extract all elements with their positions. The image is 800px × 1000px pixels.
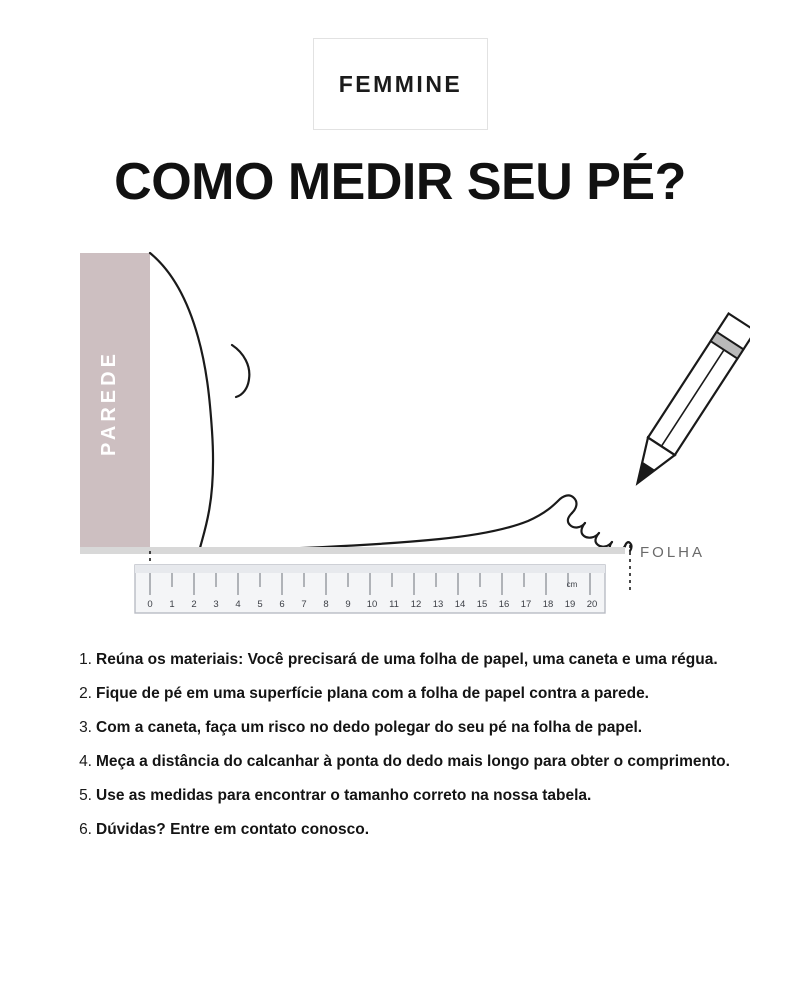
svg-text:0: 0: [147, 599, 153, 610]
list-item: [72, 786, 732, 807]
step-number: 2.: [79, 684, 92, 702]
list-item: [72, 718, 732, 739]
step-text: Use as medidas para encontrar o tamanho correto na nossa tabela.: [96, 786, 592, 804]
svg-text:10: 10: [366, 599, 378, 610]
svg-text:2: 2: [191, 599, 197, 610]
svg-text:15: 15: [476, 599, 488, 610]
step-number: 6.: [79, 820, 92, 838]
svg-text:4: 4: [235, 599, 241, 610]
ruler: [135, 565, 605, 613]
step-number: 5.: [79, 786, 92, 804]
step-text: Com a caneta, faça um risco no dedo polegar do seu pé na folha de papel.: [96, 718, 643, 736]
svg-text:12: 12: [410, 599, 422, 610]
step-number: 3.: [79, 718, 92, 736]
pencil-icon: [624, 313, 750, 491]
list-item: [72, 752, 732, 773]
foot-outline: [150, 253, 632, 552]
svg-text:5: 5: [257, 599, 263, 610]
svg-text:19: 19: [564, 599, 576, 610]
svg-text:PAREDE: PAREDE: [98, 350, 120, 456]
svg-text:8: 8: [323, 599, 329, 610]
svg-text:3: 3: [213, 599, 219, 610]
sheet-line: [80, 544, 705, 561]
svg-text:6: 6: [279, 599, 285, 610]
svg-text:20: 20: [586, 599, 598, 610]
svg-text:16: 16: [498, 599, 510, 610]
step-text: Fique de pé em uma superfície plana com a folha de papel contra a parede.: [96, 684, 649, 702]
step-text: Meça a distância do calcanhar à ponta do dedo mais longo para obter o comprimento.: [96, 752, 730, 770]
instruction-list: [72, 650, 732, 854]
page-title: COMO MEDIR SEU PÉ?: [114, 153, 686, 211]
step-text: Reúna os materiais: Você precisará de uma folha de papel, uma caneta e uma régua.: [96, 651, 718, 668]
svg-text:7: 7: [301, 599, 307, 610]
svg-text:17: 17: [520, 599, 532, 610]
step-number: 4.: [79, 752, 92, 770]
svg-text:cm: cm: [566, 580, 578, 589]
svg-text:1: 1: [169, 599, 175, 610]
brand-logo-box: [313, 38, 488, 130]
svg-text:FOLHA: FOLHA: [640, 544, 706, 561]
list-item: [72, 820, 732, 841]
svg-text:14: 14: [454, 599, 466, 610]
svg-text:9: 9: [345, 599, 351, 610]
svg-text:13: 13: [432, 599, 444, 610]
step-text: Dúvidas? Entre em contato conosco.: [96, 820, 370, 838]
wall-block: [80, 253, 150, 553]
list-item: [72, 684, 732, 705]
list-item: [72, 650, 732, 671]
foot-measure-illustration: [60, 245, 750, 625]
svg-text:18: 18: [542, 599, 554, 610]
brand-name: FEMMINE: [338, 70, 463, 97]
step-number: 1.: [79, 651, 92, 668]
svg-text:11: 11: [389, 599, 399, 610]
